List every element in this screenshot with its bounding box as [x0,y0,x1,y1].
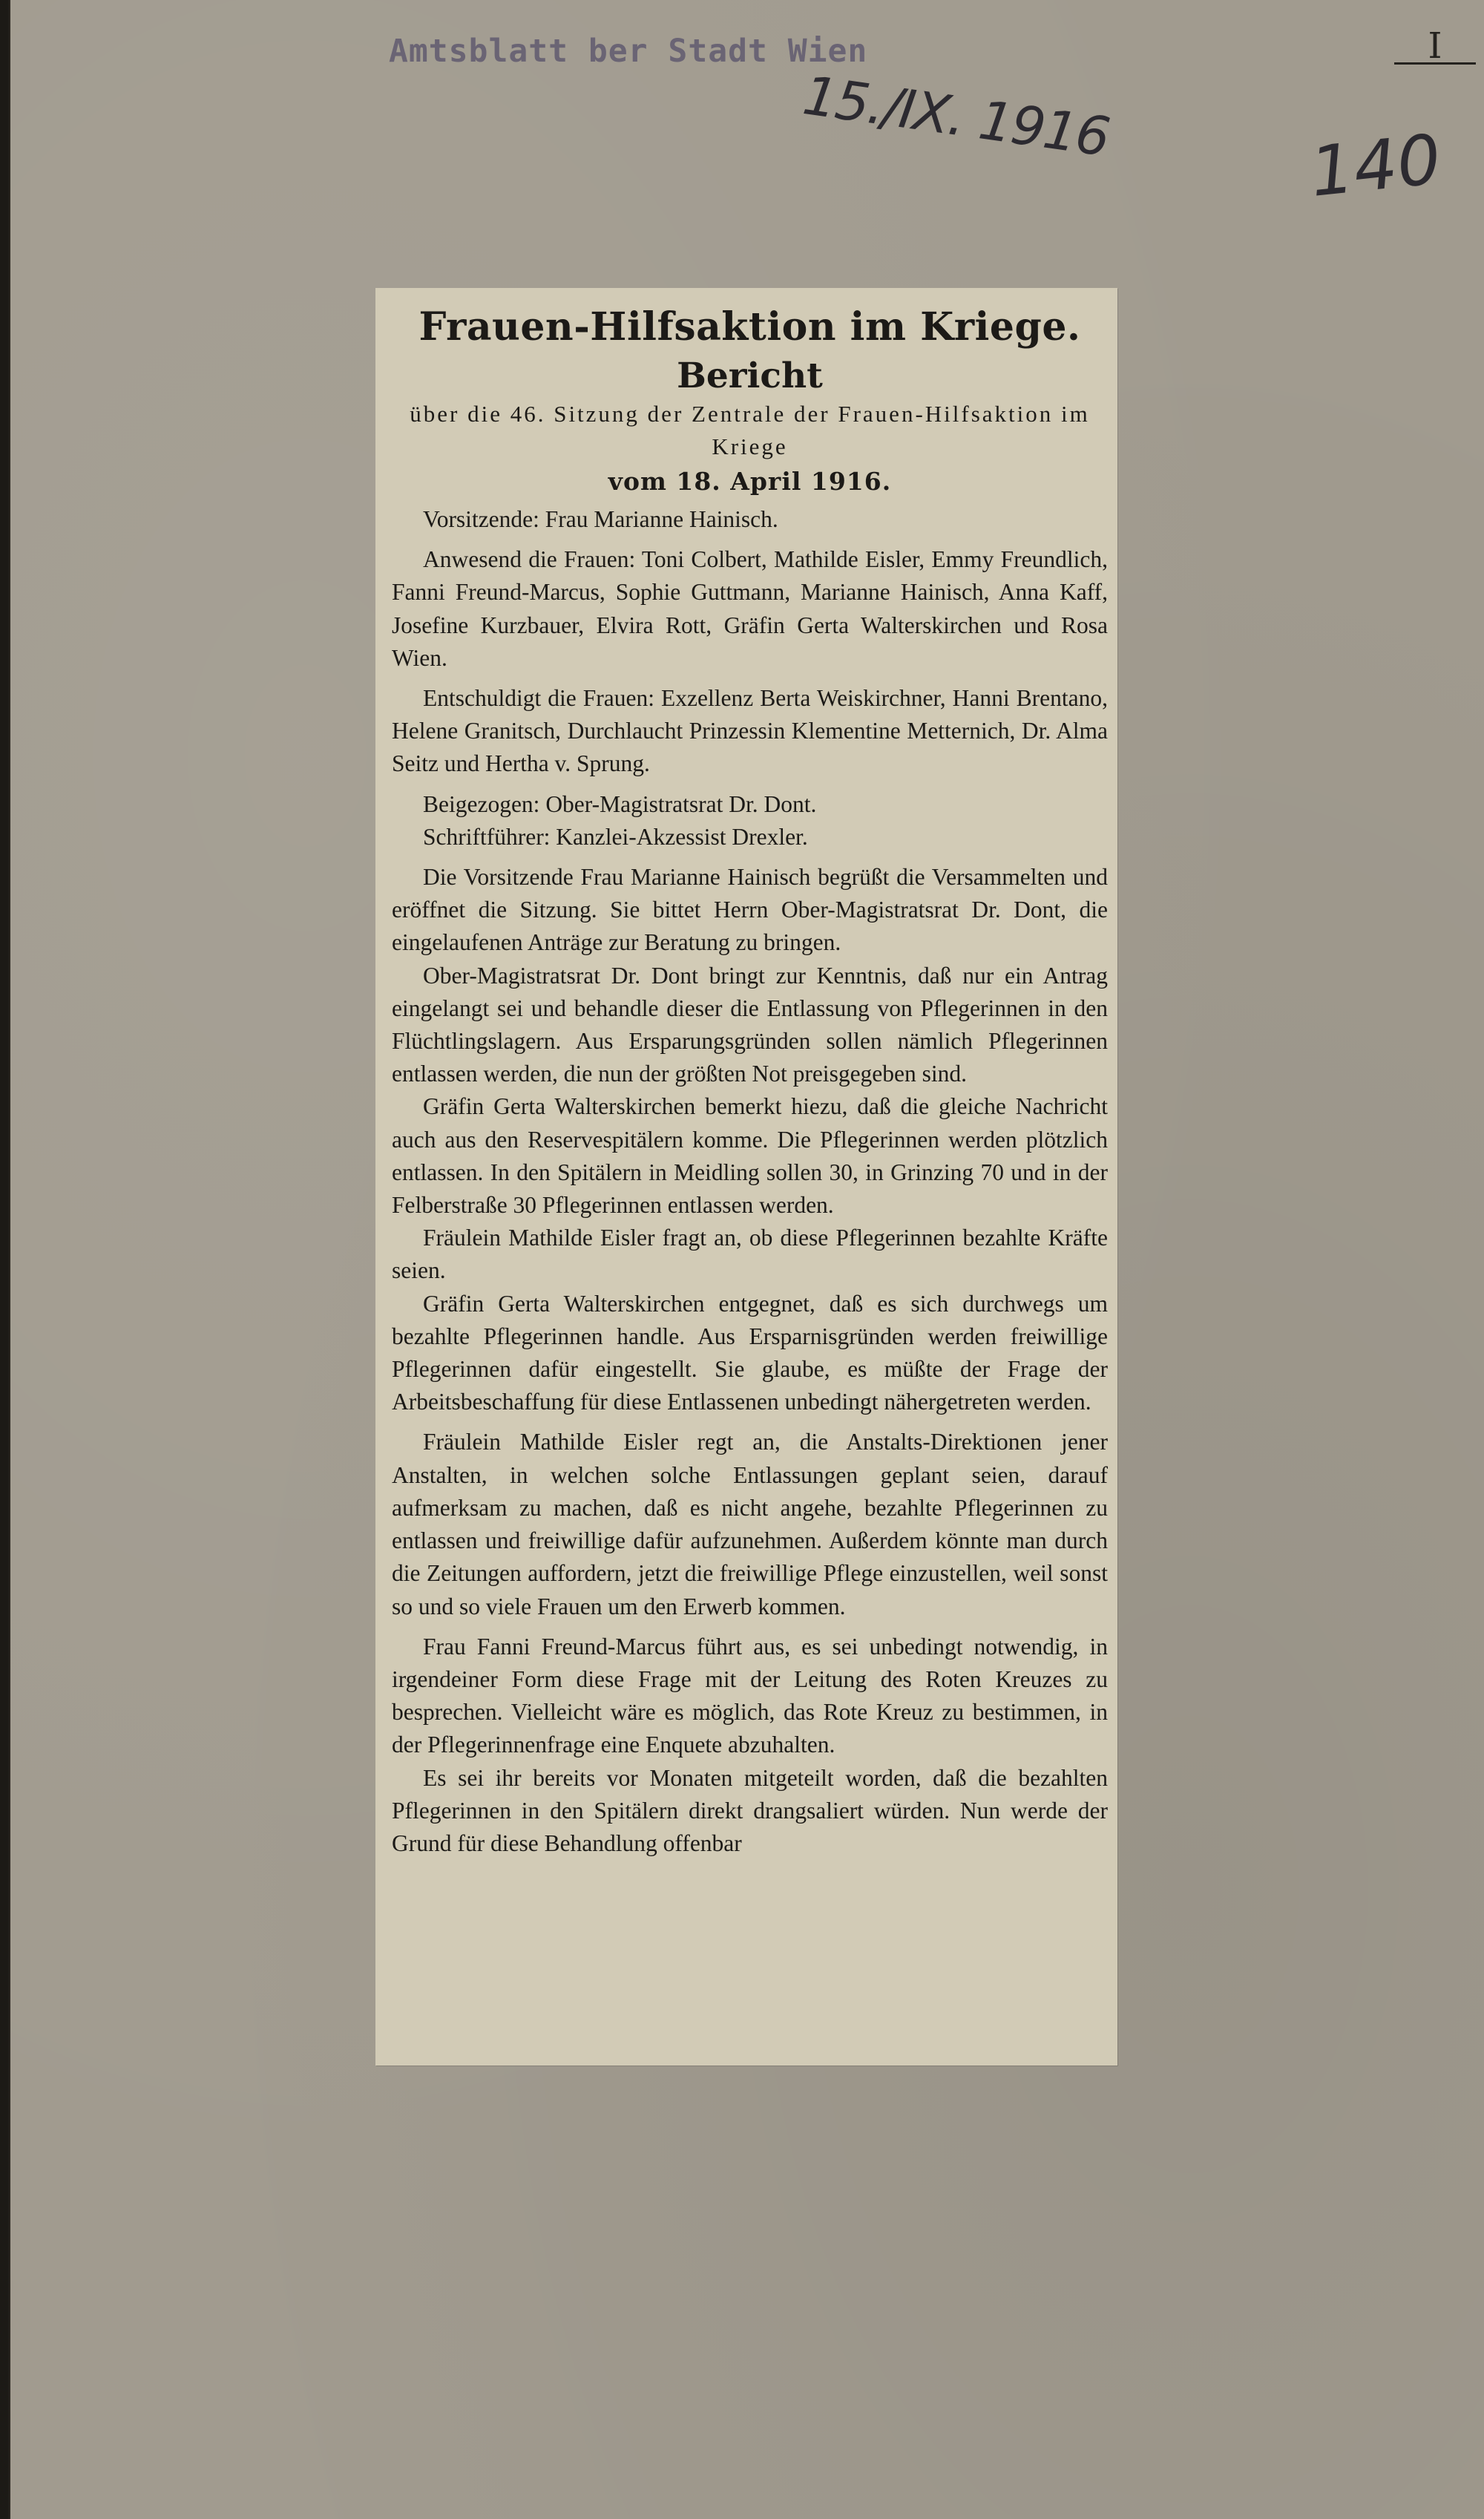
corner-folio-mark: I [1394,30,1476,65]
handwritten-date: 15./IX. 1916 [799,64,1113,168]
article-paragraph: Fräulein Mathilde Eisler regt an, die Anstalts-Direktionen jener Anstalten, in welchen solche Entlassungen geplant seien, darauf aufmerksam zu machen, daß es nicht angehe, bezahlte Pflegerinnen zu entlassen und freiwillige dafür aufzunehmen. Außerdem könnte man durch die Zeitungen auffordern, jetzt die freiwillige Pflege einzustellen, weil sonst so und so viele Frauen um den Erwerb kommen. [392,1429,1108,1619]
attending-line: Beigezogen: Ober-Magistratsrat Dr. Dont. [423,790,817,817]
handwritten-page-number: 140 [1306,119,1445,212]
chair-line: Vorsitzende: Frau Marianne Hainisch. [423,506,778,532]
article-paragraph: Gräfin Gerta Walterskirchen entgegnet, daß es sich durchwegs um bezahlte Pflegerinnen handle. Aus Ersparnisgründen werden freiwillige Pflegerinnen dafür eingestellt. Sie glaube, es müßte der Frage der Arbeitsbeschaffung für diese Entlassenen unbedingt nähergetreten werden. [392,1290,1108,1415]
secretary-line: Schriftführer: Kanzlei-Akzessist Drexler. [423,823,808,850]
excused-list: Entschuldigt die Frauen: Exzellenz Berta Weiskirchner, Hanni Brentano, Helene Granitsch, Durchlaucht Prinzessin Klementine Metternich, Dr. Alma Seitz und Hertha v. Sprung. [392,685,1108,777]
newspaper-clipping [375,288,1117,2066]
archive-stamp: Amtsblatt ber Stadt Wien [389,33,868,70]
article-paragraph: Es sei ihr bereits vor Monaten mitgeteilt worden, daß die bezahlten Pflegerinnen in den Spitälern direkt drangsaliert würden. Nun werde der Grund für diese Behandlung offenbar [392,1764,1108,1856]
report-date: vom 18. April 1916. [608,467,892,496]
article [392,303,1108,1860]
article-paragraph: Fräulein Mathilde Eisler fragt an, ob diese Pflegerinnen bezahlte Kräfte seien. [392,1225,1108,1284]
article-paragraph: Gräfin Gerta Walterskirchen bemerkt hiezu, daß die gleiche Nachricht auch aus den Reservespitälern komme. Die Pflegerinnen werden plötzlich entlassen. In den Spitälern in Meidling sollen 30, in Grinzing 70 und in der Felberstraße 30 Pflegerinnen entlassen werden. [392,1093,1108,1219]
article-paragraph: Ober-Magistratsrat Dr. Dont bringt zur Kenntnis, daß nur ein Antrag eingelangt sei und behandle dieser die Entlassung von Pflegerinnen in den Flüchtlingslagern. Aus Ersparungsgründen sollen nämlich Pflegerinnen entlassen werden, die nun der größten Not preisgegeben sind. [392,962,1108,1087]
article-paragraph: Die Vorsitzende Frau Marianne Hainisch begrüßt die Versammelten und eröffnet die Sitzung. Sie bittet Herrn Ober-Magistratsrat Dr. Dont, die eingelaufenen Anträge zur Beratung zu bringen. [392,864,1108,956]
report-title: Bericht [677,356,823,396]
article-headline: Frauen-Hilfsaktion im Kriege. [418,304,1081,350]
present-list: Anwesend die Frauen: Toni Colbert, Mathilde Eisler, Emmy Freundlich, Fanni Freund-Marcus, Sophie Guttmann, Marianne Hainisch, Anna Kaff, Josefine Kurzbauer, Elvira Rott, Gräfin Gerta Walterskirchen und Rosa Wien. [392,546,1108,671]
report-subtitle: über die 46. Sitzung der Zentrale der Frauen-Hilfsaktion im Kriege [410,401,1090,459]
article-paragraph: Frau Fanni Freund-Marcus führt aus, es sei unbedingt notwendig, in irgendeiner Form diese Frage mit der Leitung des Roten Kreuzes zu besprechen. Vielleicht wäre es möglich, das Rote Kreuz zu bestimmen, in der Pflegerinnenfrage eine Enquete abzuhalten. [392,1633,1108,1758]
